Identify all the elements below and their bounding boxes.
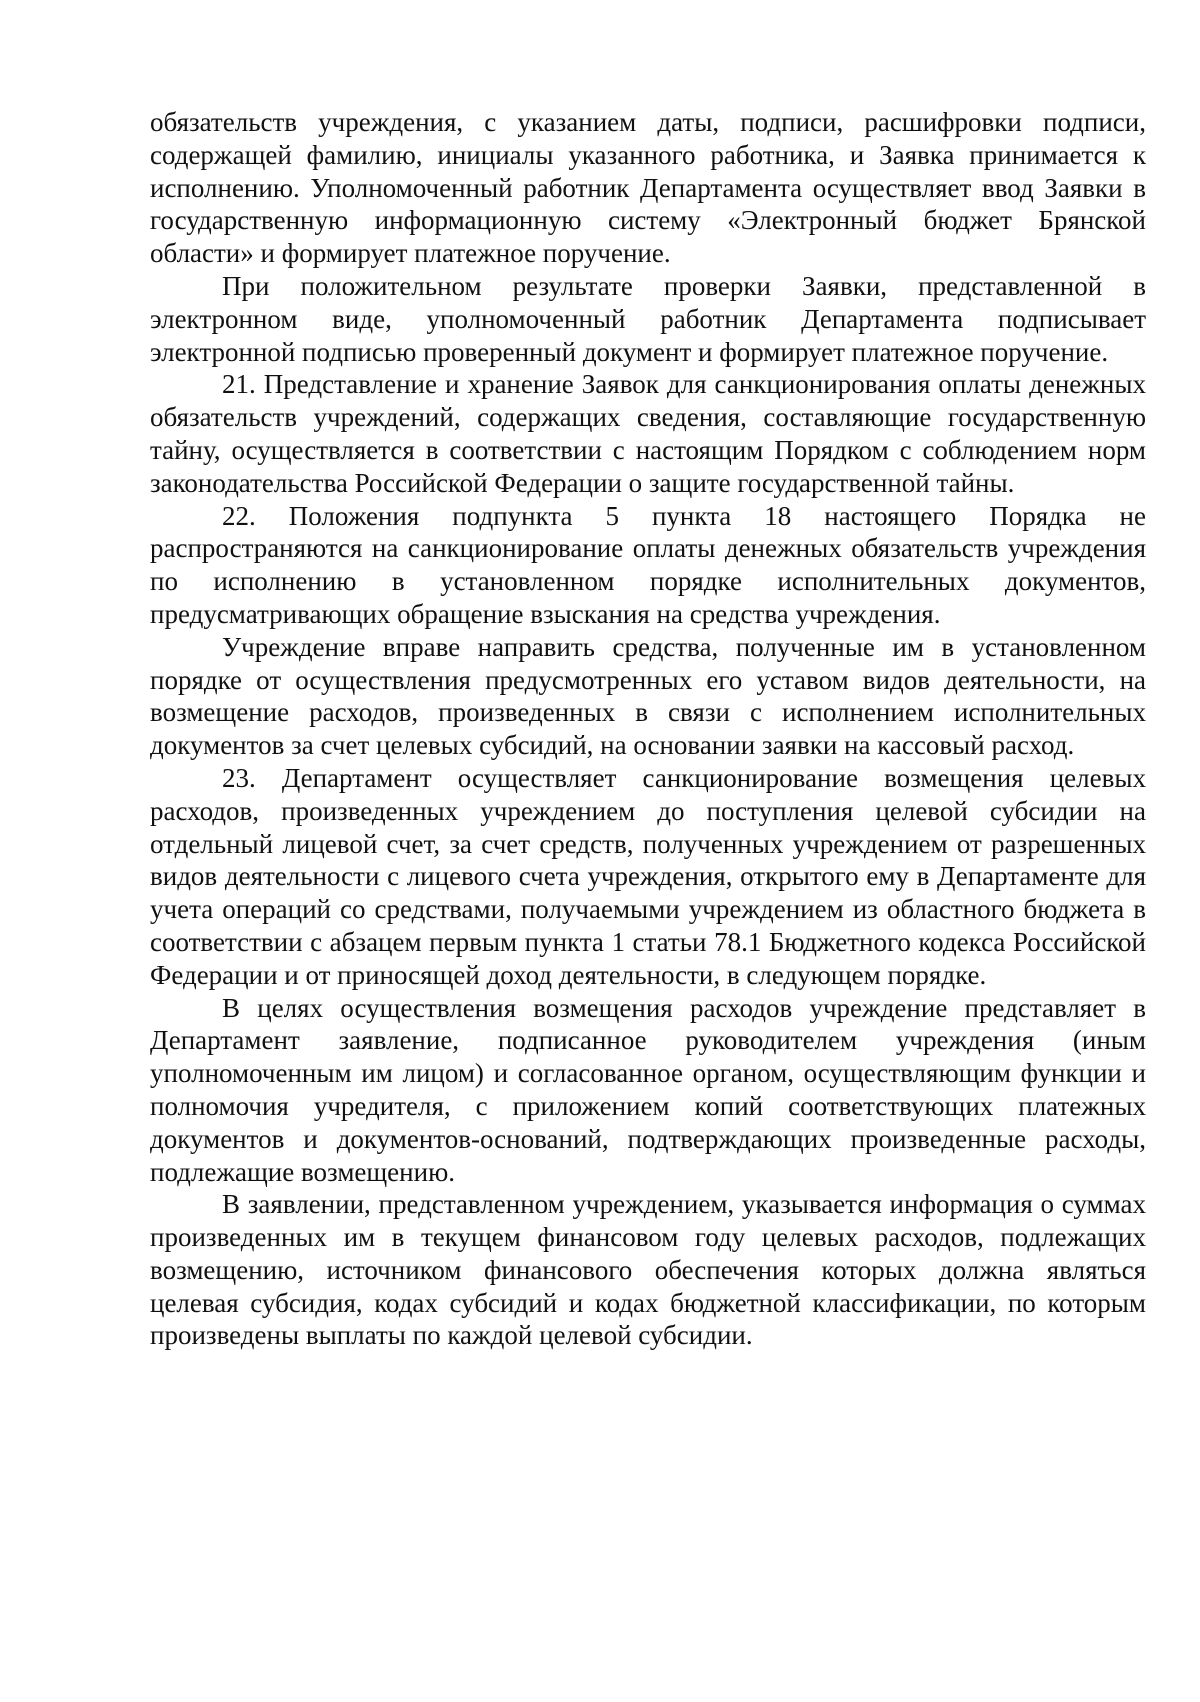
paragraph-item-23-application: В целях осуществления возмещения расходов учреждение представляет в Департамент заявление, подписанное руководителем учреждения (иным уполномоченным им лицом) и согласованное органом, осуществляющим функции и полномочия учредителя, с приложением копий соответствующих платежных документов и документов-оснований, подтверждающих произведенные расходы, подлежащие возмещению. <box>150 992 1146 1187</box>
paragraph-item-22-refund: Учреждение вправе направить средства, полученные им в установленном порядке от осуществления предусмотренных его уставом видов деятельности, на возмещение расходов, произведенных в связи с исполнением исполнительных документов за счет целевых субсидий, на основании заявки на кассовый расход. <box>150 631 1146 761</box>
document-page <box>150 106 1146 1352</box>
paragraph-item-23: 23. Департамент осуществляет санкционирование возмещения целевых расходов, произведенных учреждением до поступления целевой субсидии на отдельный лицевой счет, за счет средств, полученных учреждением от разрешенных видов деятельности с лицевого счета учреждения, открытого ему в Департаменте для учета операций со средствами, получаемыми учреждением из областного бюджета в соответствии с абзацем первым пункта 1 статьи 78.1 Бюджетного кодекса Российской Федерации и от приносящей доход деятельности, в следующем порядке. <box>150 762 1146 990</box>
paragraph-item-21: 21. Представление и хранение Заявок для санкционирования оплаты денежных обязательств учреждений, содержащих сведения, составляющие государственную тайну, осуществляется в соответствии с настоящим Порядком с соблюдением норм законодательства Российской Федерации о защите государственной тайны. <box>150 369 1146 498</box>
paragraph-item-22: 22. Положения подпункта 5 пункта 18 настоящего Порядка не распространяются на санкционирование оплаты денежных обязательств учреждения по исполнению в установленном порядке исполнительных документов, предусматривающих обращение взыскания на средства учреждения. <box>150 500 1146 629</box>
paragraph-continuation: обязательств учреждения, с указанием даты, подписи, расшифровки подписи, содержащей фамилию, инициалы указанного работника, и Заявка принимается к исполнению. Уполномоченный работник Департамента осуществляет ввод Заявки в государственную информационную систему «Электронный бюджет Брянской области» и формирует платежное поручение. <box>150 107 1146 269</box>
paragraph-electronic-check: При положительном результате проверки Заявки, представленной в электронном виде, уполномоченный работник Департамента подписывает электронной подписью проверенный документ и формирует платежное поручение. <box>150 270 1146 367</box>
paragraph-item-23-contents: В заявлении, представленном учреждением, указывается информация о суммах произведенных им в текущем финансовом году целевых расходов, подлежащих возмещению, источником финансового обеспечения которых должна являться целевая субсидия, кодах субсидий и кодах бюджетной классификации, по которым произведены выплаты по каждой целевой субсидии. <box>150 1189 1146 1351</box>
